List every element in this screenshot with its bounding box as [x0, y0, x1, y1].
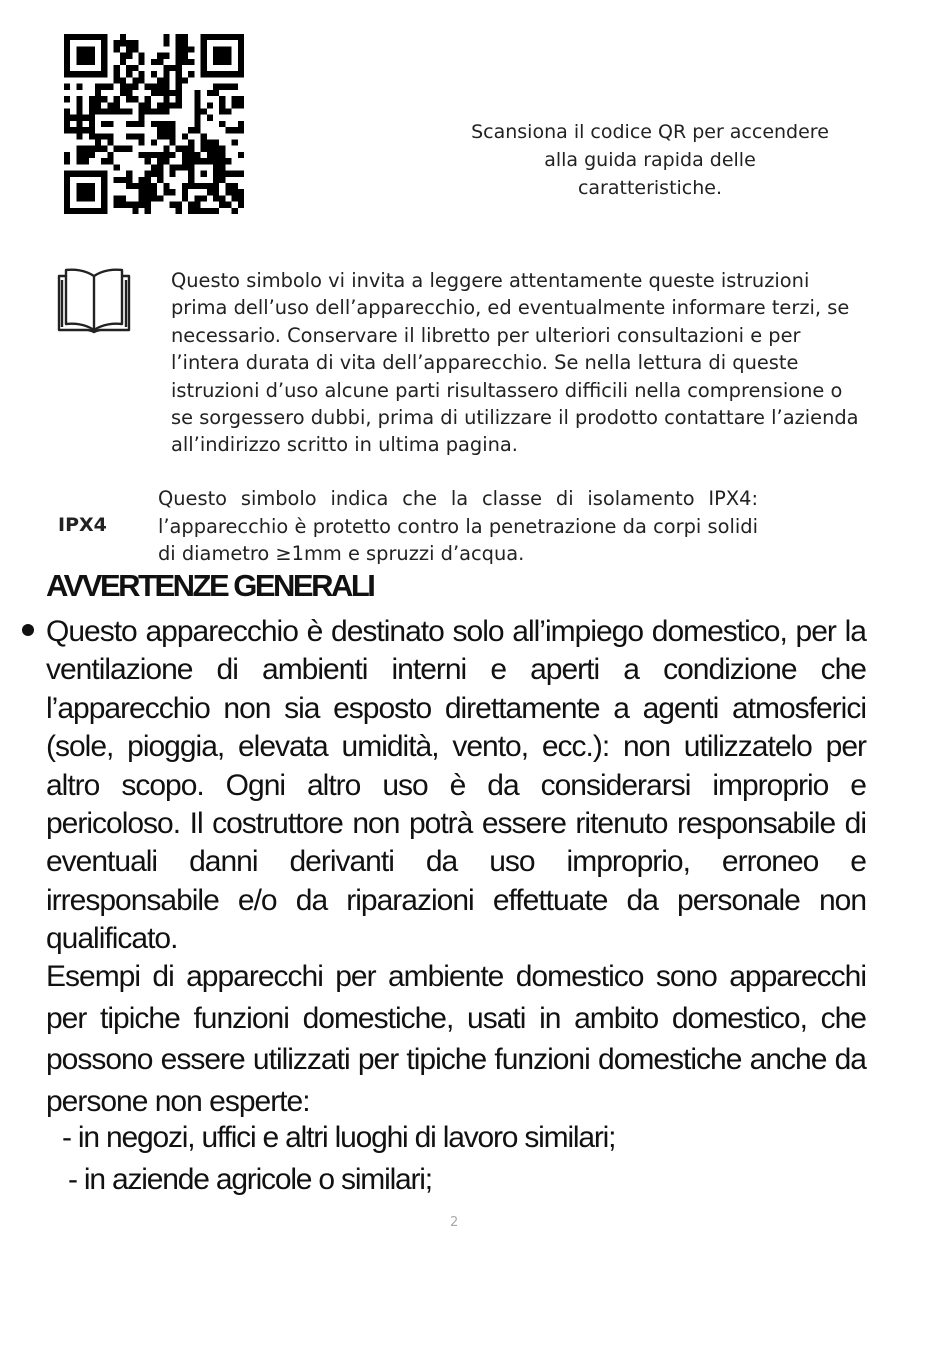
open-book-icon	[54, 266, 134, 334]
ipx4-text: Questo simbolo indica che la classe di isolamento IPX4: l’apparecchio è protetto contro la penetrazione da corpi solidi di diametro ≥1mm e spruzzi d’acqua.	[158, 487, 758, 565]
page-number: 2	[450, 1215, 459, 1230]
bullet-icon	[22, 624, 34, 636]
warning-paragraph: Questo apparecchio è destinato solo all’impiego domestico, per la ventilazione di ambienti interni e aperti a condizione che l’apparecchio non sia esposto direttamente a agenti atmosferici (sole, pioggia, elevata umidità, vento, ecc.): non utilizzatelo per altro scopo. Ogni altro uso è da considerarsi improprio e pericoloso. Il costruttore non potrà essere ritenuto responsabile di eventuali danni derivanti da uso improprio, erroneo e irresponsabile e/o da riparazioni effettuate da personale non qualificato.	[46, 615, 866, 956]
domestic-examples-paragraph: Esempi di apparecchi per ambiente domestico sono apparecchi per tipiche funzioni domestiche, usati in ambito domestico, che possono essere utilizzati per tipiche funzioni domestiche anche da persone non esperte:	[46, 960, 866, 1118]
qr-caption: Scansiona il codice QR per accendere alla guida rapida delle caratteristiche.	[471, 121, 829, 199]
list-item: - in negozi, uffici e altri luoghi di lavoro similari;	[62, 1121, 616, 1154]
ipx4-label: IPX4	[58, 514, 107, 536]
list-item: - in aziende agricole o similari;	[68, 1163, 432, 1196]
qr-code	[64, 34, 244, 214]
general-warnings-heading: AVVERTENZE GENERALI	[46, 568, 374, 603]
read-instructions-text: Questo simbolo vi invita a leggere attentamente queste istruzioni prima dell’uso dell’apparecchio, ed eventualmente informare terzi, se necessario. Conservare il libretto per ulteriori consultazioni e per l’intera durata di vita dell’apparecchio. Se nella lettura di queste istruzioni d’uso alcune parti risultassero difficili nella comprensione o se sorgessero dubbi, prima di utilizzare il prodotto contattare l’azienda all’indirizzo scritto in ultima pagina.	[171, 269, 859, 457]
